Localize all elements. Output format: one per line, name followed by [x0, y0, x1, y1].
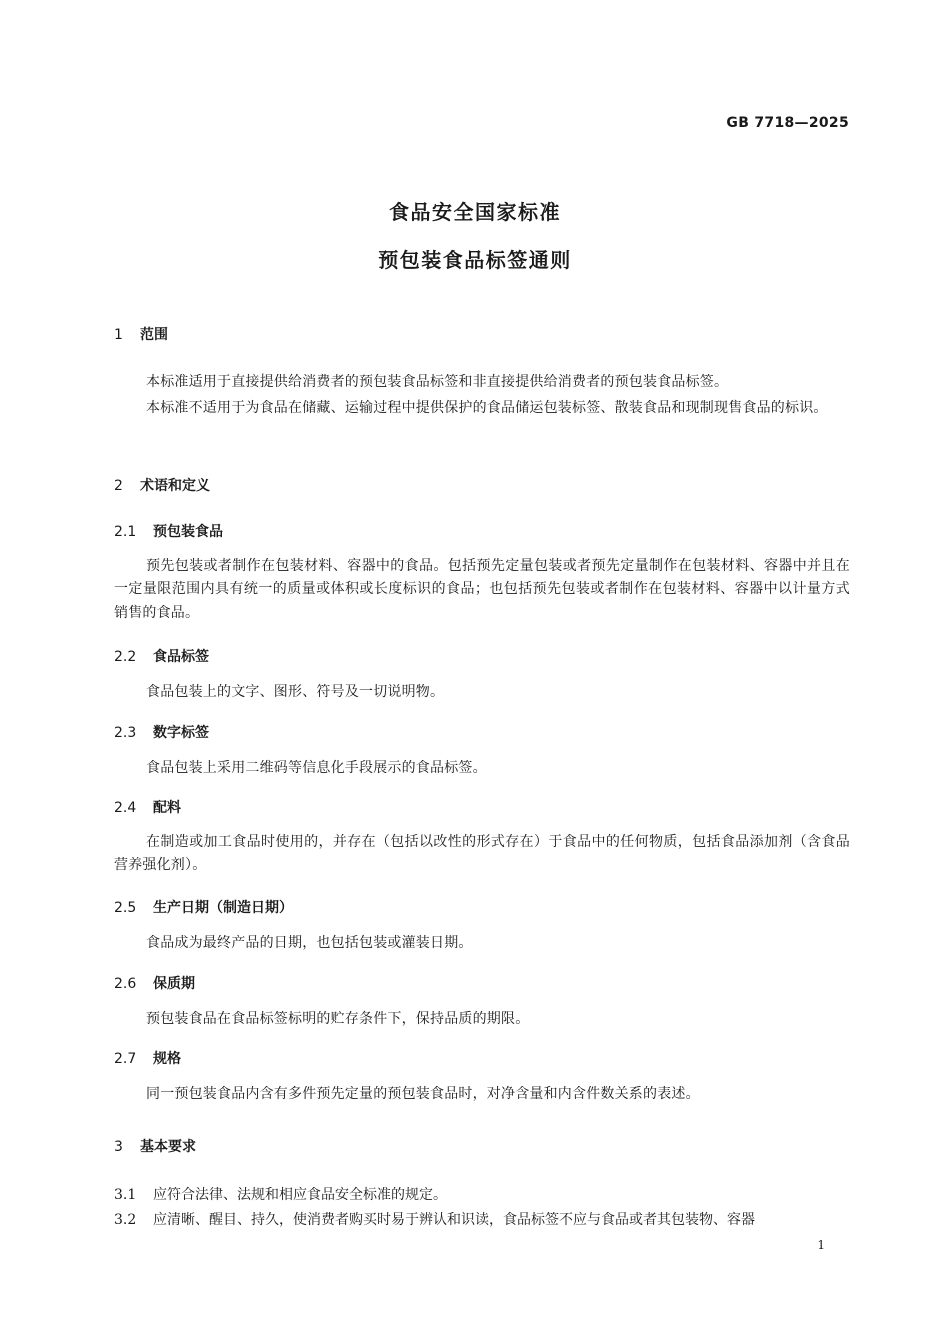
- subsection-2-3-heading: [114, 722, 209, 742]
- subsection-title: 预包装食品: [153, 524, 223, 540]
- subsection-title: 保质期: [153, 976, 195, 992]
- definition-text: 食品包装上采用二维码等信息化手段展示的食品标签。: [146, 760, 487, 776]
- subsection-number: 2.5: [114, 900, 137, 916]
- subsection-title: 食品标签: [153, 649, 209, 665]
- section-title: 术语和定义: [140, 478, 210, 494]
- section-1-heading: [114, 324, 168, 344]
- subsection-number: 2.3: [114, 725, 137, 741]
- paragraph-scope-excludes: 本标准不适用于为食品在储藏、运输过程中提供保护的食品储运包装标签、散装食品和现制现售食品的标识。: [146, 400, 828, 416]
- definition-text: 预包装食品在食品标签标明的贮存条件下，保持品质的期限。: [146, 1011, 530, 1027]
- definition-text: 同一预包装食品内含有多件预先定量的预包装食品时，对净含量和内含件数关系的表述。: [146, 1086, 700, 1102]
- subsection-2-6-heading: [114, 973, 195, 993]
- subsection-2-4-heading: [114, 797, 181, 817]
- clause-text: 应符合法律、法规和相应食品安全标准的规定。: [153, 1187, 447, 1203]
- subsection-number: 2.7: [114, 1051, 137, 1067]
- subsection-title: 数字标签: [153, 725, 209, 741]
- page-number: 1: [817, 1238, 825, 1252]
- subsection-2-7-heading: [114, 1048, 181, 1068]
- title-line-1: 食品安全国家标准: [389, 200, 561, 224]
- subsection-number: 2.4: [114, 800, 137, 816]
- subsection-number: 2.2: [114, 649, 137, 665]
- definition-text: 预先包装或者制作在包装材料、容器中的食品。包括预先定量包装或者预先定量制作在包装材料、容器中并且在一定量限范围内具有统一的质量或体积或长度标识的食品；也包括预先包装或者制作在包装材料、容器中以计量方式销售的食品。: [114, 558, 850, 621]
- section-title: 基本要求: [140, 1139, 196, 1155]
- title-line-2: 预包装食品标签通则: [378, 248, 572, 272]
- standard-number: GB 7718—2025: [726, 115, 849, 131]
- section-number: 2: [114, 478, 123, 494]
- definition-text: 食品包装上的文字、图形、符号及一切说明物。: [146, 684, 445, 700]
- section-3-heading: [114, 1136, 196, 1156]
- section-2-heading: [114, 475, 210, 495]
- definition-text: 食品成为最终产品的日期，也包括包装或灌装日期。: [146, 935, 473, 951]
- subsection-title: 生产日期（制造日期）: [153, 900, 293, 916]
- subsection-2-2-heading: [114, 646, 209, 666]
- subsection-2-1-heading: [114, 521, 223, 541]
- clause-3-2: [114, 1209, 755, 1229]
- section-number: 3: [114, 1139, 123, 1155]
- clause-text: 应清晰、醒目、持久，使消费者购买时易于辨认和识读，食品标签不应与食品或者其包装物、容器: [153, 1212, 755, 1228]
- subsection-number: 2.6: [114, 976, 137, 992]
- definition-text: 在制造或加工食品时使用的，并存在（包括以改性的形式存在）于食品中的任何物质，包括食品添加剂（含食品营养强化剂）。: [114, 834, 850, 874]
- section-title: 范围: [140, 327, 168, 343]
- subsection-title: 配料: [153, 800, 181, 816]
- section-number: 1: [114, 327, 123, 343]
- subsection-2-5-heading: [114, 897, 293, 917]
- clause-number: 3.1: [114, 1187, 137, 1203]
- paragraph-scope-applies: 本标准适用于直接提供给消费者的预包装食品标签和非直接提供给消费者的预包装食品标签。: [146, 374, 729, 390]
- clause-3-1: [114, 1184, 447, 1204]
- clause-number: 3.2: [114, 1212, 137, 1228]
- subsection-number: 2.1: [114, 524, 137, 540]
- subsection-title: 规格: [153, 1051, 181, 1067]
